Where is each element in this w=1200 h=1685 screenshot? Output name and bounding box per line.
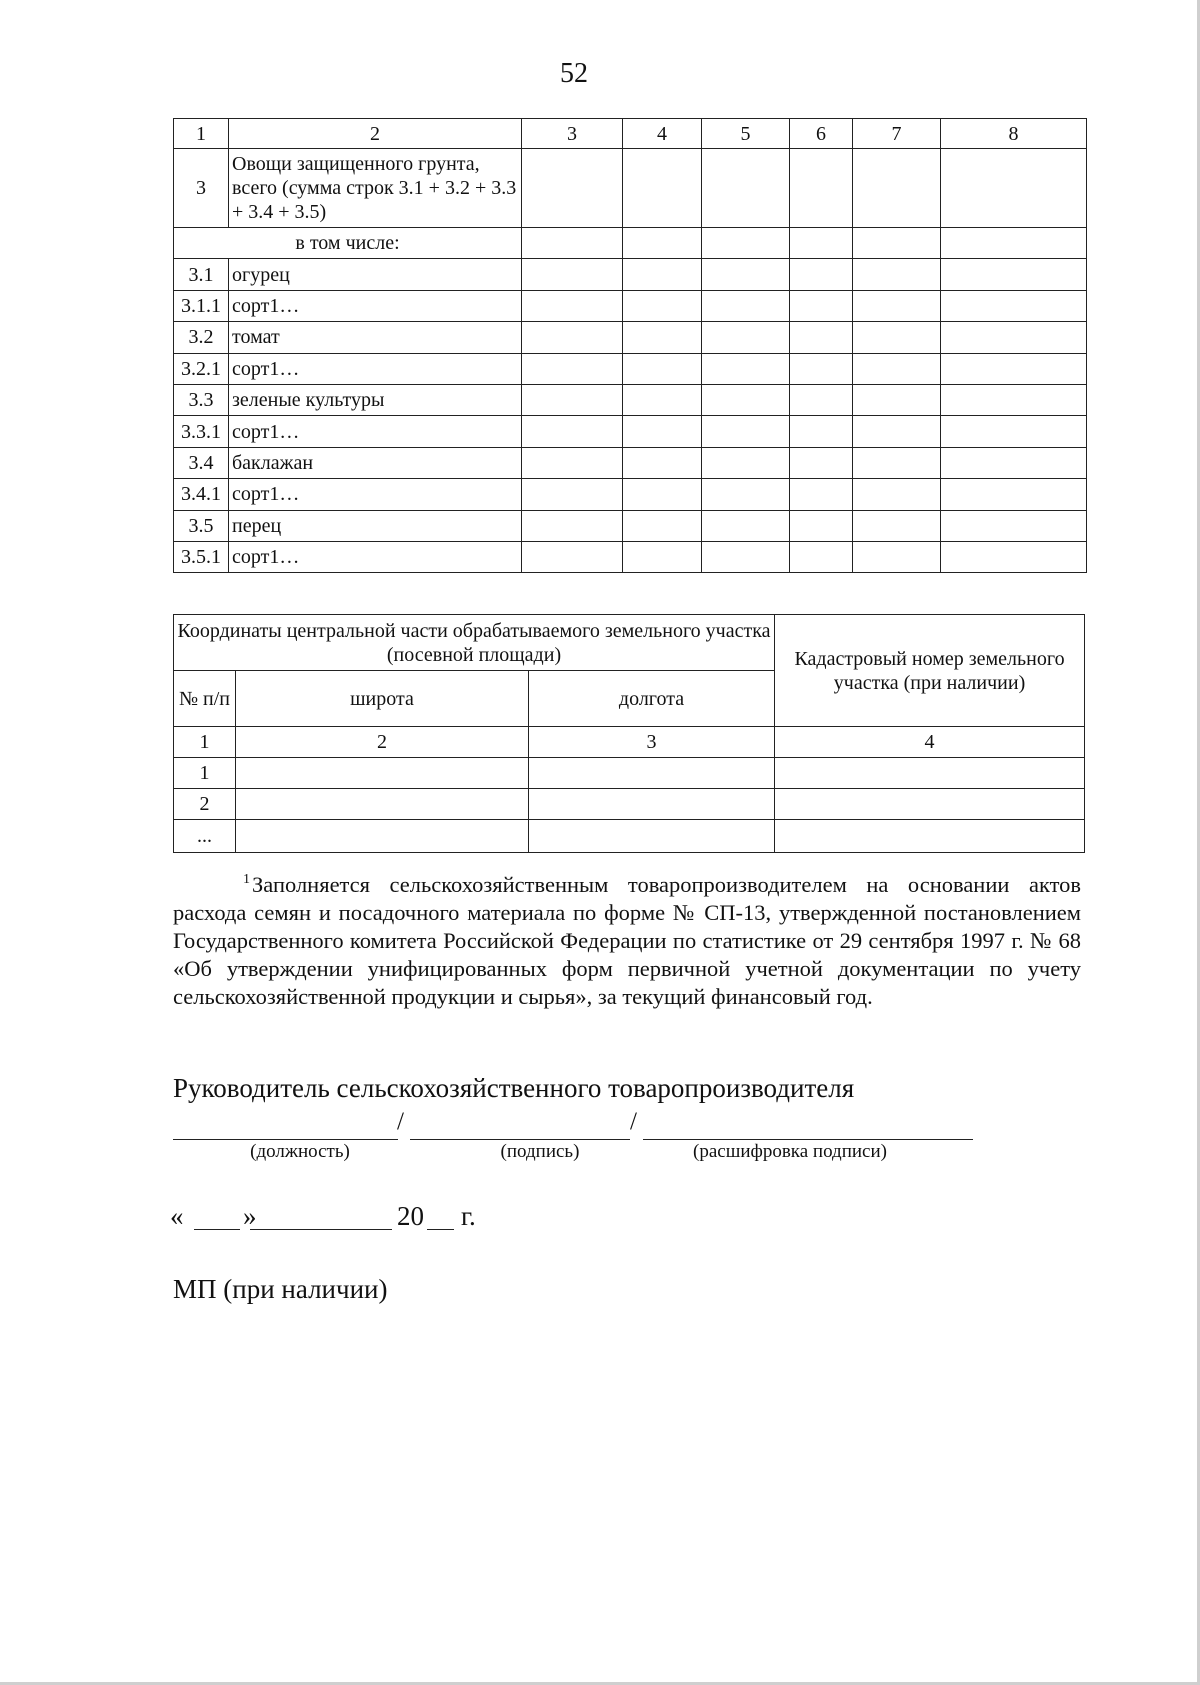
date-close-quote: » bbox=[243, 1201, 257, 1231]
table-row bbox=[174, 259, 1087, 290]
index-cell: 1 bbox=[174, 727, 236, 758]
date-open-quote: « bbox=[170, 1201, 184, 1231]
separator: / bbox=[397, 1108, 404, 1135]
month-blank bbox=[250, 1229, 392, 1230]
data-cell bbox=[702, 149, 790, 228]
row-name: томат bbox=[229, 322, 522, 353]
row-code: 3.3.1 bbox=[174, 416, 229, 447]
row-name: сорт1… bbox=[229, 290, 522, 321]
separator: / bbox=[630, 1108, 637, 1135]
year-prefix: 20 bbox=[397, 1201, 424, 1231]
table-row bbox=[174, 541, 1087, 572]
coordinates-group-header: Координаты центральной части обрабатываемого земельного участка (посевной площади) bbox=[174, 615, 775, 671]
longitude-header: долгота bbox=[529, 671, 775, 727]
index-cell: 3 bbox=[529, 727, 775, 758]
row-number: ... bbox=[174, 820, 236, 853]
year-suffix: г. bbox=[461, 1201, 476, 1231]
row-number: 1 bbox=[174, 758, 236, 789]
index-cell: 4 bbox=[775, 727, 1085, 758]
decoding-line bbox=[643, 1139, 973, 1140]
data-cell bbox=[853, 228, 941, 259]
data-cell bbox=[522, 228, 623, 259]
year-blank bbox=[427, 1229, 454, 1230]
table-row bbox=[174, 820, 1085, 853]
index-row bbox=[174, 727, 1085, 758]
row-code: 3 bbox=[174, 149, 229, 228]
row-name: сорт1… bbox=[229, 416, 522, 447]
row-name: зеленые культуры bbox=[229, 384, 522, 415]
table-row bbox=[174, 384, 1087, 415]
row-name: сорт1… bbox=[229, 353, 522, 384]
row-name: Овощи защищенного грунта, всего (сумма строк 3.1 + 3.2 + 3.3 + 3.4 + 3.5) bbox=[229, 149, 522, 228]
header-cell: 3 bbox=[522, 119, 623, 149]
row-name: огурец bbox=[229, 259, 522, 290]
vegetables-table bbox=[173, 118, 1087, 573]
table-row bbox=[174, 789, 1085, 820]
latitude-header: широта bbox=[236, 671, 529, 727]
row-code: 3.4.1 bbox=[174, 479, 229, 510]
table-row bbox=[174, 322, 1087, 353]
table-row bbox=[174, 758, 1085, 789]
page-number: 52 bbox=[560, 58, 588, 89]
table-row bbox=[174, 479, 1087, 510]
data-cell bbox=[941, 228, 1087, 259]
table-row bbox=[174, 290, 1087, 321]
day-blank bbox=[194, 1229, 240, 1230]
header-cell: 1 bbox=[174, 119, 229, 149]
data-cell bbox=[702, 228, 790, 259]
table-row bbox=[174, 447, 1087, 478]
signature-title: Руководитель сельскохозяйственного товаропроизводителя bbox=[173, 1073, 855, 1103]
header-cell: 7 bbox=[853, 119, 941, 149]
coordinates-group-row bbox=[174, 615, 1085, 671]
data-cell bbox=[623, 149, 702, 228]
decoding-caption: (расшифровка подписи) bbox=[693, 1141, 887, 1162]
position-caption: (должность) bbox=[250, 1141, 350, 1162]
data-cell bbox=[522, 149, 623, 228]
header-cell: 6 bbox=[790, 119, 853, 149]
row-number: 2 bbox=[174, 789, 236, 820]
row-name: перец bbox=[229, 510, 522, 541]
footnote-mark: 1 bbox=[243, 872, 250, 887]
row-code: 3.2 bbox=[174, 322, 229, 353]
data-cell bbox=[941, 149, 1087, 228]
signature-caption: (подпись) bbox=[500, 1141, 580, 1162]
data-cell bbox=[790, 228, 853, 259]
row-code: 3.1 bbox=[174, 259, 229, 290]
table-row bbox=[174, 353, 1087, 384]
row-code: 3.5.1 bbox=[174, 541, 229, 572]
row-code: 3.1.1 bbox=[174, 290, 229, 321]
coordinates-table bbox=[173, 614, 1085, 853]
number-header: № п/п bbox=[174, 671, 236, 727]
total-row bbox=[174, 149, 1087, 228]
row-code: 3.3 bbox=[174, 384, 229, 415]
row-name: сорт1… bbox=[229, 541, 522, 572]
row-name: сорт1… bbox=[229, 479, 522, 510]
data-cell bbox=[623, 228, 702, 259]
stamp-label: МП (при наличии) bbox=[173, 1274, 388, 1304]
footnote-text: Заполняется сельскохозяйственным товаропроизводителем на основании актов расхода семян и посадочного материала по форме № СП-13, утвержденной постановлением Государственного комитета Российской Федерации по статистике от 29 сентября 1997 г. № 68 «Об утверждении унифицированных форм первичной учетной документации по учету сельскохозяйственной продукции и сырья», за текущий финансовый год. bbox=[173, 872, 1081, 1009]
header-cell: 2 bbox=[229, 119, 522, 149]
index-cell: 2 bbox=[236, 727, 529, 758]
signature-line bbox=[410, 1139, 630, 1140]
data-cell bbox=[790, 149, 853, 228]
footnote bbox=[173, 866, 1081, 1011]
header-cell: 8 bbox=[941, 119, 1087, 149]
table-row bbox=[174, 416, 1087, 447]
row-name: баклажан bbox=[229, 447, 522, 478]
subheader-row bbox=[174, 228, 1087, 259]
table-header-row bbox=[174, 119, 1087, 149]
position-line bbox=[173, 1139, 398, 1140]
subheader-cell: в том числе: bbox=[174, 228, 522, 259]
header-cell: 5 bbox=[702, 119, 790, 149]
table-row bbox=[174, 510, 1087, 541]
header-cell: 4 bbox=[623, 119, 702, 149]
data-cell bbox=[853, 149, 941, 228]
row-code: 3.4 bbox=[174, 447, 229, 478]
row-code: 3.5 bbox=[174, 510, 229, 541]
cadastral-header: Кадастровый номер земельного участка (при наличии) bbox=[775, 615, 1085, 727]
row-code: 3.2.1 bbox=[174, 353, 229, 384]
